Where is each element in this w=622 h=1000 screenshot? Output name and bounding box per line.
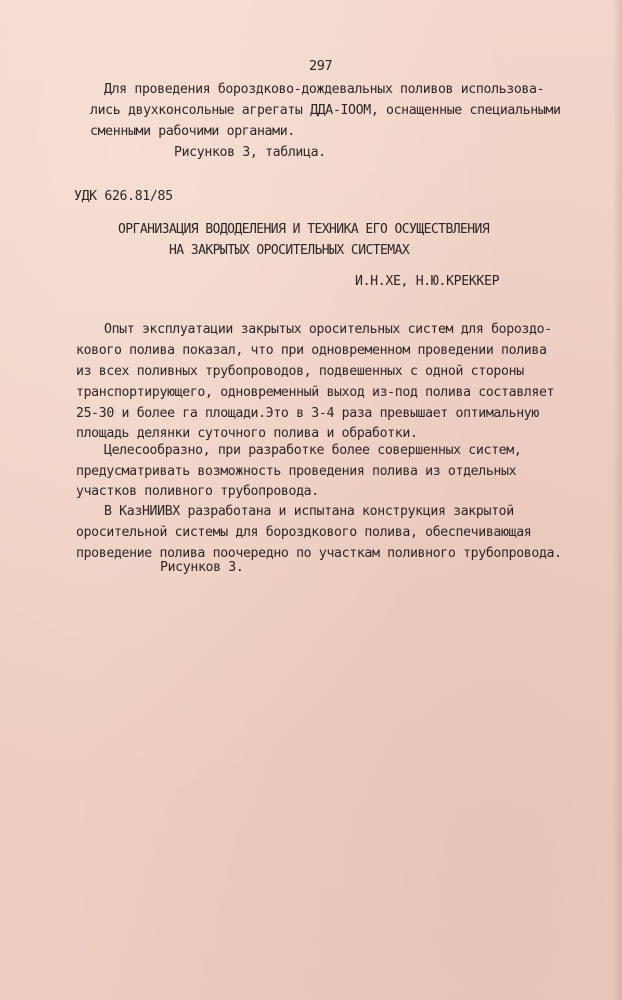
- article-authors: И.Н.ХЕ, Н.Ю.КРЕККЕР: [355, 274, 500, 289]
- body-p1-line-1: Опыт эксплуатации закрытых оросительных систем для бороздо-: [104, 322, 552, 337]
- body-p3-line-2: оросительной системы для бороздкового полива, обеспечивающая: [76, 525, 532, 540]
- body-p1-line-4: транспортирующего, одновременный выход из-под полива составляет: [76, 385, 555, 400]
- body-p1-line-2: кового полива показал, что при одновременном проведении полива: [76, 343, 547, 358]
- body-p2-line-1: Целесообразно, при разработке более совершенных систем,: [104, 443, 522, 458]
- body-figures-note: Рисунков 3.: [160, 560, 244, 575]
- body-p3-line-3: проведение полива поочередно по участкам поливного трубопровода.: [76, 546, 562, 561]
- article-title-line-2: НА ЗАКРЫТЫХ ОРОСИТЕЛЬНЫХ СИСТЕМАХ: [169, 243, 410, 258]
- body-p2-line-2: предусматривать возможность проведения полива из отдельных: [76, 464, 517, 479]
- prev-article-figures-note: Рисунков 3, таблица.: [174, 145, 326, 160]
- prev-article-line-2: лись двухконсольные агрегаты ДДА-IООМ, оснащенные специальными: [90, 103, 561, 118]
- body-p1-line-3: из всех поливных трубопроводов, подвешенных с одной стороны: [76, 364, 524, 379]
- article-title-line-1: ОРГАНИЗАЦИЯ ВОДОДЕЛЕНИЯ И ТЕХНИКА ЕГО ОСУЩЕСТВЛЕНИЯ: [118, 222, 490, 237]
- page-edge-shadow: [612, 0, 622, 1000]
- prev-article-line-1: Для проведения бороздково-дождевальных поливов использова-: [104, 82, 545, 97]
- udc-code: УДК 626.81/85: [74, 189, 173, 204]
- body-p1-line-6: площадь делянки суточного полива и обработки.: [76, 426, 418, 441]
- body-p1-line-5: 25-30 и более га площади.Это в 3-4 раза превышает оптимальную: [76, 406, 539, 421]
- page-number: 297: [309, 58, 333, 74]
- prev-article-line-3: сменными рабочими органами.: [90, 124, 295, 139]
- body-p2-line-3: участков поливного трубопровода.: [76, 484, 319, 499]
- body-p3-line-1: В КазНИИВХ разработана и испытана конструкция закрытой: [104, 504, 514, 519]
